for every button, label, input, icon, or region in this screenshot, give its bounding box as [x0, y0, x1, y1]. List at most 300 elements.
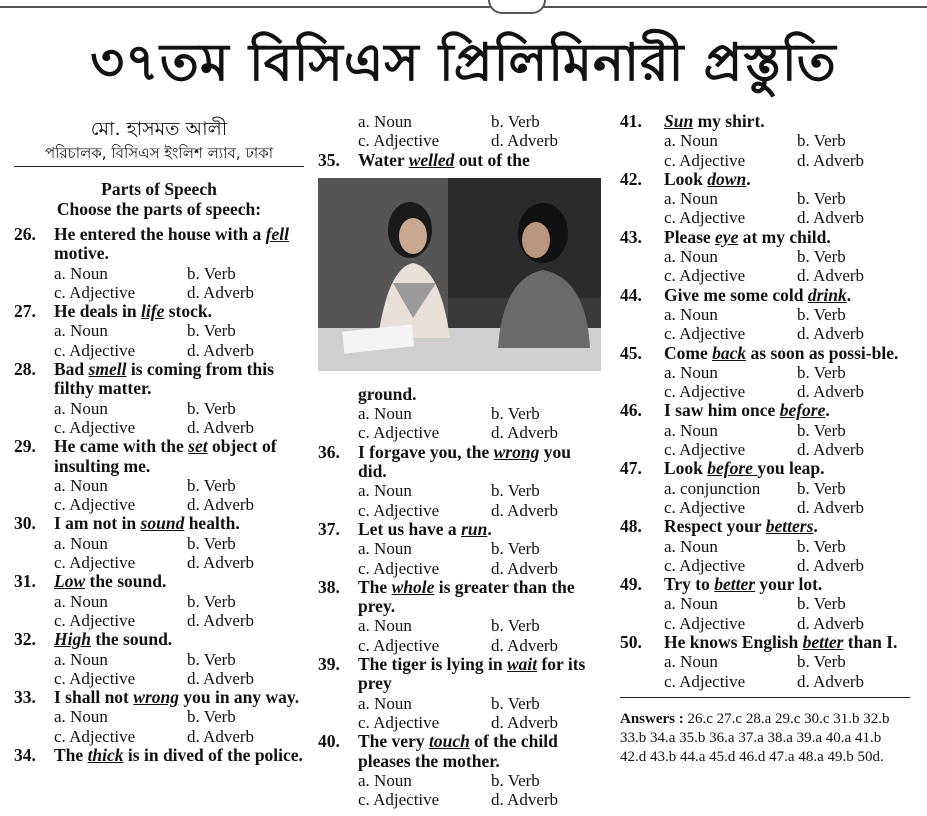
option-a: a. Noun	[664, 420, 718, 440]
options-row-cd	[14, 341, 304, 360]
option-b: b. Verb	[187, 591, 236, 611]
question-number: 33.	[14, 687, 36, 708]
option-a: a. Noun	[358, 112, 412, 131]
question-text-after: you did.	[358, 441, 571, 482]
question-number: 27.	[14, 301, 36, 322]
keyword: welled	[408, 149, 455, 170]
options-row-ab	[14, 707, 304, 726]
option-a: a. Noun	[54, 263, 108, 283]
keyword: smell	[88, 359, 127, 380]
answers-label: Answers :	[620, 710, 684, 727]
question-text-before: Let us have a	[358, 518, 462, 539]
top-rule	[0, 6, 927, 8]
option-a: a. Noun	[358, 481, 412, 501]
question-text-before: The	[358, 576, 392, 597]
options-row-cd	[620, 382, 910, 401]
question-26	[14, 225, 304, 264]
option-c: c. Adjective	[54, 495, 136, 515]
option-d: d. Adverb	[797, 208, 865, 228]
question-text-before: Look	[664, 168, 708, 189]
question-text-before: Look	[664, 458, 708, 479]
option-a: a. Noun	[664, 304, 718, 324]
option-c: c. Adjective	[664, 324, 746, 344]
question-48	[620, 517, 910, 536]
question-text-after: .	[813, 516, 818, 537]
question-number: 37.	[318, 518, 340, 539]
option-b: b. Verb	[797, 304, 846, 324]
option-c: c. Adjective	[664, 150, 746, 170]
options-row-ab	[318, 481, 603, 500]
question-38	[318, 578, 603, 617]
options-row-ab	[14, 264, 304, 283]
section-instruction: Choose the parts of speech:	[56, 199, 262, 219]
keyword: thick	[87, 745, 124, 766]
question-text	[54, 688, 304, 707]
options-row-cd	[620, 556, 910, 575]
question-number: 46.	[620, 400, 642, 421]
question-text-before: Respect your	[664, 516, 766, 537]
question-text-before: Come	[664, 342, 713, 363]
question-number: 28.	[14, 359, 36, 380]
question-text-before: Bad	[54, 359, 89, 380]
question-text-after: .	[825, 400, 830, 421]
options-row-ab	[14, 399, 304, 418]
question-text-after: my shirt.	[693, 111, 765, 131]
option-c: c. Adjective	[358, 558, 440, 578]
question-number: 49.	[620, 574, 642, 595]
options-row-cd	[318, 501, 603, 520]
option-d: d. Adverb	[797, 266, 865, 286]
question-text	[358, 520, 603, 539]
options-row-ab	[620, 479, 910, 498]
options-row-ab	[620, 594, 910, 613]
keyword: run	[461, 518, 488, 539]
option-d: d. Adverb	[491, 635, 559, 655]
question-text	[664, 459, 910, 478]
question-number: 40.	[318, 731, 340, 752]
question-39	[318, 655, 603, 694]
question-number: 43.	[620, 226, 642, 247]
question-49	[620, 575, 910, 594]
options-row-ab	[620, 247, 910, 266]
question-number: 38.	[318, 576, 340, 597]
options-row-ab	[620, 363, 910, 382]
keyword: Sun	[664, 111, 694, 131]
question-text	[54, 746, 304, 765]
option-a: a. Noun	[54, 321, 108, 341]
option-a: a. Noun	[664, 247, 718, 267]
keyword: touch	[428, 731, 470, 752]
option-d: d. Adverb	[797, 440, 865, 460]
question-text-after: motive.	[54, 243, 109, 264]
options-row-cd	[620, 208, 910, 227]
option-b: b. Verb	[797, 478, 846, 498]
option-d: d. Adverb	[491, 790, 559, 810]
options-row-ab	[318, 771, 603, 790]
questions-34-opts	[318, 112, 603, 151]
top-tab	[488, 0, 546, 14]
options-row-cd	[14, 727, 304, 746]
option-d: d. Adverb	[187, 610, 255, 630]
option-b: b. Verb	[491, 616, 540, 636]
question-text-before: He entered the house with a	[54, 224, 266, 244]
question-number: 47.	[620, 458, 642, 479]
options-row-ab	[620, 305, 910, 324]
keyword: fell	[265, 224, 289, 244]
question-text	[358, 732, 603, 771]
answer-key	[620, 697, 910, 767]
option-a: a. Noun	[358, 616, 412, 636]
keyword: Low	[54, 571, 86, 592]
option-d: d. Adverb	[797, 613, 865, 633]
question-27	[14, 302, 304, 321]
option-d: d. Adverb	[187, 340, 255, 360]
page-title: ৩৭তম বিসিএস প্রিলিমিনারী প্রস্তুতি	[90, 33, 837, 93]
options-row-cd	[318, 559, 603, 578]
option-a: a. Noun	[54, 591, 108, 611]
option-d: d. Adverb	[187, 726, 255, 746]
options-row-cd	[620, 266, 910, 285]
option-a: a. Noun	[54, 398, 108, 418]
options-row-ab	[318, 539, 603, 558]
question-text	[664, 228, 910, 247]
question-text-after: of the child pleases the mother.	[358, 731, 558, 771]
question-47	[620, 459, 910, 478]
question-text	[664, 170, 910, 189]
question-42	[620, 170, 910, 189]
question-text	[664, 401, 910, 420]
option-a: a. Noun	[664, 594, 718, 614]
question-text-after: object of insulting me.	[54, 436, 277, 476]
questions-41-50	[620, 112, 910, 691]
option-b: b. Verb	[187, 649, 236, 669]
option-c: c. Adjective	[358, 635, 440, 655]
option-a: a. Noun	[358, 770, 412, 790]
question-50	[620, 633, 910, 652]
options-row-cd	[620, 440, 910, 459]
options-row-ab	[318, 404, 603, 423]
question-number: 32.	[14, 629, 36, 650]
options-row-cd	[318, 636, 603, 655]
options-row-ab	[318, 616, 603, 635]
option-b: b. Verb	[797, 131, 846, 151]
question-text-after: for its prey	[358, 654, 586, 694]
keyword: sound	[140, 513, 185, 534]
question-40	[318, 732, 603, 771]
keyword: set	[188, 436, 208, 457]
section-header	[14, 179, 304, 219]
question-text-before: I shall not	[54, 687, 134, 708]
section-title: Parts of Speech	[101, 179, 217, 199]
question-text	[358, 443, 603, 482]
question-text-before: Please	[664, 226, 716, 247]
question-text	[664, 633, 910, 652]
question-text	[664, 517, 910, 536]
option-b: b. Verb	[491, 112, 540, 131]
question-text	[54, 360, 304, 399]
question-text-after: is coming from this filthy matter.	[54, 359, 274, 399]
option-b: b. Verb	[187, 398, 236, 418]
question-31	[14, 572, 304, 591]
option-c: c. Adjective	[358, 131, 440, 151]
options-row-ab	[14, 650, 304, 669]
question-number: 29.	[14, 436, 36, 457]
question-text	[358, 151, 603, 170]
question-34-options	[318, 112, 603, 131]
question-text-after: you in any way.	[178, 687, 300, 708]
keyword: whole	[391, 576, 435, 597]
options-row-cd	[14, 283, 304, 302]
question-43	[620, 228, 910, 247]
question-28	[14, 360, 304, 399]
option-d: d. Adverb	[491, 500, 559, 520]
questions-26-34	[14, 225, 304, 765]
question-continuation: ground.	[358, 383, 417, 404]
author-name: মো. হাসমত আলী	[90, 118, 228, 140]
options-row-cd	[14, 611, 304, 630]
option-b: b. Verb	[491, 404, 540, 424]
question-text-after: stock.	[164, 301, 212, 322]
option-c: c. Adjective	[54, 610, 136, 630]
options-row-cd	[318, 423, 603, 442]
options-row-ab	[620, 537, 910, 556]
option-a: a. Noun	[54, 475, 108, 495]
question-text-after: .	[846, 284, 852, 305]
option-a: a. conjunction	[664, 478, 761, 498]
options-row-cd	[318, 713, 603, 732]
option-b: b. Verb	[797, 247, 846, 267]
option-c: c. Adjective	[54, 340, 136, 360]
question-text	[54, 572, 304, 591]
options-row-ab	[620, 131, 910, 150]
question-text	[664, 286, 910, 305]
question-36	[318, 443, 603, 482]
keyword: eye	[715, 226, 739, 247]
question-44	[620, 286, 910, 305]
option-d: d. Adverb	[491, 423, 559, 443]
option-d: d. Adverb	[187, 553, 255, 573]
question-text-after: than I.	[843, 632, 898, 653]
question-text-after: .	[746, 168, 751, 189]
question-33	[14, 688, 304, 707]
question-text-after: the sound.	[85, 571, 167, 592]
option-d: d. Adverb	[187, 282, 255, 302]
option-c: c. Adjective	[358, 423, 440, 443]
question-text-after: as soon as possi-ble.	[746, 342, 899, 363]
question-text	[54, 630, 304, 649]
question-text-before: He came with the	[54, 436, 189, 457]
option-b: b. Verb	[491, 481, 540, 501]
option-a: a. Noun	[664, 652, 718, 672]
option-c: c. Adjective	[664, 497, 746, 517]
question-text-after: out of the	[454, 149, 530, 170]
option-c: c. Adjective	[358, 712, 440, 732]
option-c: c. Adjective	[664, 208, 746, 228]
option-c: c. Adjective	[358, 790, 440, 810]
option-b: b. Verb	[797, 536, 846, 556]
options-row-cd	[14, 495, 304, 514]
option-a: a. Noun	[664, 131, 718, 151]
option-c: c. Adjective	[54, 282, 136, 302]
option-d: d. Adverb	[491, 558, 559, 578]
option-d: d. Adverb	[797, 382, 865, 402]
options-row-cd	[620, 614, 910, 633]
option-c: c. Adjective	[54, 668, 136, 688]
options-row-ab	[14, 592, 304, 611]
option-b: b. Verb	[797, 652, 846, 672]
option-b: b. Verb	[187, 533, 236, 553]
question-text-after: .	[487, 518, 492, 539]
question-number: 31.	[14, 571, 36, 592]
question-34-options-cd	[318, 131, 603, 150]
question-number: 35.	[318, 149, 340, 170]
option-c: c. Adjective	[664, 671, 746, 691]
answers-text: 26.c 27.c 28.a 29.c 30.c 31.b 32.b 33.b 34.a 35.b 36.a 37.a 38.a 39.a 40.a 41.b 42.d 43.b 44.a 45.d 46.d 47.a 48.a 49.b 50d.	[620, 710, 890, 765]
option-b: b. Verb	[491, 539, 540, 559]
option-b: b. Verb	[491, 693, 540, 713]
question-text-after: at my child.	[738, 226, 831, 247]
option-d: d. Adverb	[797, 671, 865, 691]
option-b: b. Verb	[187, 707, 236, 727]
question-text-before: Try to	[664, 574, 715, 595]
question-text-before: He knows English	[664, 632, 803, 653]
question-32	[14, 630, 304, 649]
option-c: c. Adjective	[664, 613, 746, 633]
question-number: 26.	[14, 224, 36, 244]
option-d: d. Adverb	[797, 497, 865, 517]
option-b: b. Verb	[797, 420, 846, 440]
option-b: b. Verb	[797, 189, 846, 209]
option-c: c. Adjective	[664, 440, 746, 460]
keyword: back	[712, 342, 747, 363]
keyword: life	[141, 301, 165, 322]
option-a: a. Noun	[664, 536, 718, 556]
option-c: c. Adjective	[54, 726, 136, 746]
option-a: a. Noun	[358, 693, 412, 713]
options-row-cd	[620, 151, 910, 170]
options-row-cd	[14, 418, 304, 437]
option-d: d. Adverb	[797, 555, 865, 575]
photo-image	[318, 178, 601, 371]
options-row-cd	[620, 324, 910, 343]
question-number: 34.	[14, 745, 36, 766]
option-a: a. Noun	[664, 189, 718, 209]
question-34	[14, 746, 304, 765]
option-a: a. Noun	[54, 707, 108, 727]
question-text-after: health.	[184, 513, 240, 534]
question-46	[620, 401, 910, 420]
question-text-before: The very	[358, 731, 429, 752]
option-a: a. Noun	[664, 362, 718, 382]
options-row-ab	[14, 321, 304, 340]
keyword: before	[779, 400, 826, 421]
option-d: d. Adverb	[187, 495, 255, 515]
keyword: wrong	[493, 441, 540, 462]
option-c: c. Adjective	[54, 417, 136, 437]
question-number: 42.	[620, 168, 642, 189]
question-text-before: Give me some cold	[664, 284, 808, 305]
keyword: drink	[807, 284, 847, 305]
question-45	[620, 344, 910, 363]
question-text-after: is greater than the prey.	[358, 576, 575, 617]
keyword: betters	[765, 516, 814, 537]
column-3	[620, 112, 910, 767]
question-number: 41.	[620, 111, 642, 131]
option-c: c. Adjective	[54, 553, 136, 573]
question-number: 39.	[318, 654, 340, 675]
keyword: High	[54, 629, 91, 650]
option-c: c. Adjective	[358, 500, 440, 520]
option-b: b. Verb	[187, 263, 236, 283]
option-c: c. Adjective	[664, 266, 746, 286]
question-35-rest	[318, 385, 603, 443]
question-text	[54, 225, 304, 264]
question-number: 44.	[620, 284, 642, 305]
byline	[14, 116, 304, 167]
question-number: 36.	[318, 441, 340, 462]
option-a: a. Noun	[358, 404, 412, 424]
question-text	[664, 575, 910, 594]
column-2	[318, 112, 603, 809]
author-role: পরিচালক, বিসিএস ইংলিশ ল্যাব, ঢাকা	[14, 142, 304, 167]
option-d: d. Adverb	[491, 712, 559, 732]
keyword: wait	[506, 654, 538, 675]
question-text-after: your lot.	[755, 574, 823, 595]
keyword: better	[802, 632, 844, 653]
options-row-cd	[318, 790, 603, 809]
options-row-cd	[620, 498, 910, 517]
question-text-after: is in dived of the police.	[123, 745, 303, 766]
options-row-ab	[620, 189, 910, 208]
keyword: before	[707, 458, 758, 479]
question-text	[54, 437, 304, 476]
question-37	[318, 520, 603, 539]
option-b: b. Verb	[187, 321, 236, 341]
option-a: a. Noun	[54, 533, 108, 553]
option-d: d. Adverb	[187, 417, 255, 437]
question-text-before: The	[54, 745, 88, 766]
question-text-before: I forgave you, the	[358, 441, 494, 462]
keyword: down	[707, 168, 747, 189]
options-row-ab	[620, 652, 910, 671]
question-35	[318, 151, 603, 170]
option-c: c. Adjective	[664, 382, 746, 402]
options-row-cd	[14, 669, 304, 688]
question-text-after: the sound.	[90, 629, 173, 650]
question-text	[664, 344, 910, 363]
question-text-before: Water	[358, 149, 409, 170]
question-text	[54, 302, 304, 321]
photo	[318, 178, 601, 371]
option-d: d. Adverb	[797, 324, 865, 344]
question-text	[358, 578, 603, 617]
question-text-after: you leap.	[757, 458, 825, 479]
options-row-ab	[14, 534, 304, 553]
column-1	[14, 116, 304, 765]
keyword: wrong	[133, 687, 179, 708]
option-b: b. Verb	[797, 594, 846, 614]
option-a: a. Noun	[358, 539, 412, 559]
question-text	[358, 655, 603, 694]
option-b: b. Verb	[797, 362, 846, 382]
option-c: c. Adjective	[664, 555, 746, 575]
option-b: b. Verb	[491, 770, 540, 790]
option-a: a. Noun	[54, 649, 108, 669]
question-29	[14, 437, 304, 476]
question-text	[54, 514, 304, 533]
questions-36-40	[318, 443, 603, 810]
question-text-before: I saw him once	[664, 400, 780, 421]
